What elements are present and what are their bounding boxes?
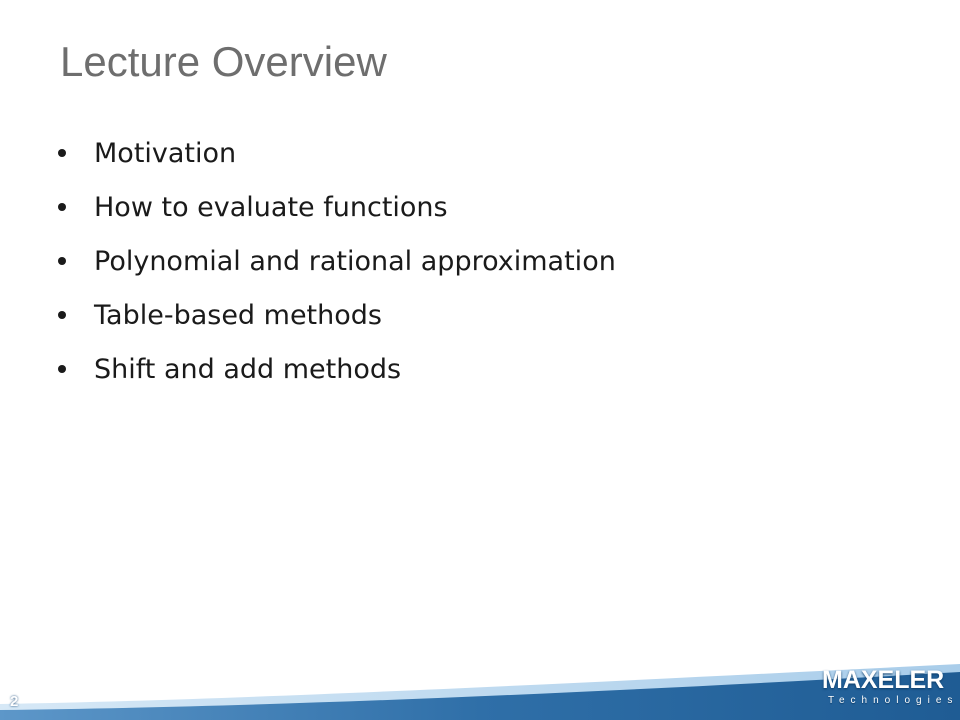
bullet-item <box>58 288 616 342</box>
bullet-text: Motivation <box>94 137 237 169</box>
bullet-dot-icon <box>58 149 66 157</box>
bullet-text: How to evaluate functions <box>94 191 448 223</box>
bullet-list <box>58 126 616 396</box>
bullet-item <box>58 342 616 396</box>
bullet-item <box>58 180 616 234</box>
bullet-dot-icon <box>58 203 66 211</box>
bullet-dot-icon <box>58 257 66 265</box>
footer-wave-band <box>0 660 960 720</box>
logo-tagline: Technologies <box>828 695 959 706</box>
bullet-dot-icon <box>58 365 66 373</box>
bullet-item <box>58 234 616 288</box>
bullet-item <box>58 126 616 180</box>
bullet-dot-icon <box>58 311 66 319</box>
slide-title: Lecture Overview <box>60 38 387 85</box>
bullet-text: Shift and add methods <box>94 353 402 385</box>
logo-wordmark: MAXELER <box>822 666 945 694</box>
bullet-text: Table-based methods <box>94 299 382 331</box>
page-number: 2 <box>10 693 19 710</box>
bullet-text: Polynomial and rational approximation <box>94 245 616 277</box>
company-logo <box>822 666 959 712</box>
